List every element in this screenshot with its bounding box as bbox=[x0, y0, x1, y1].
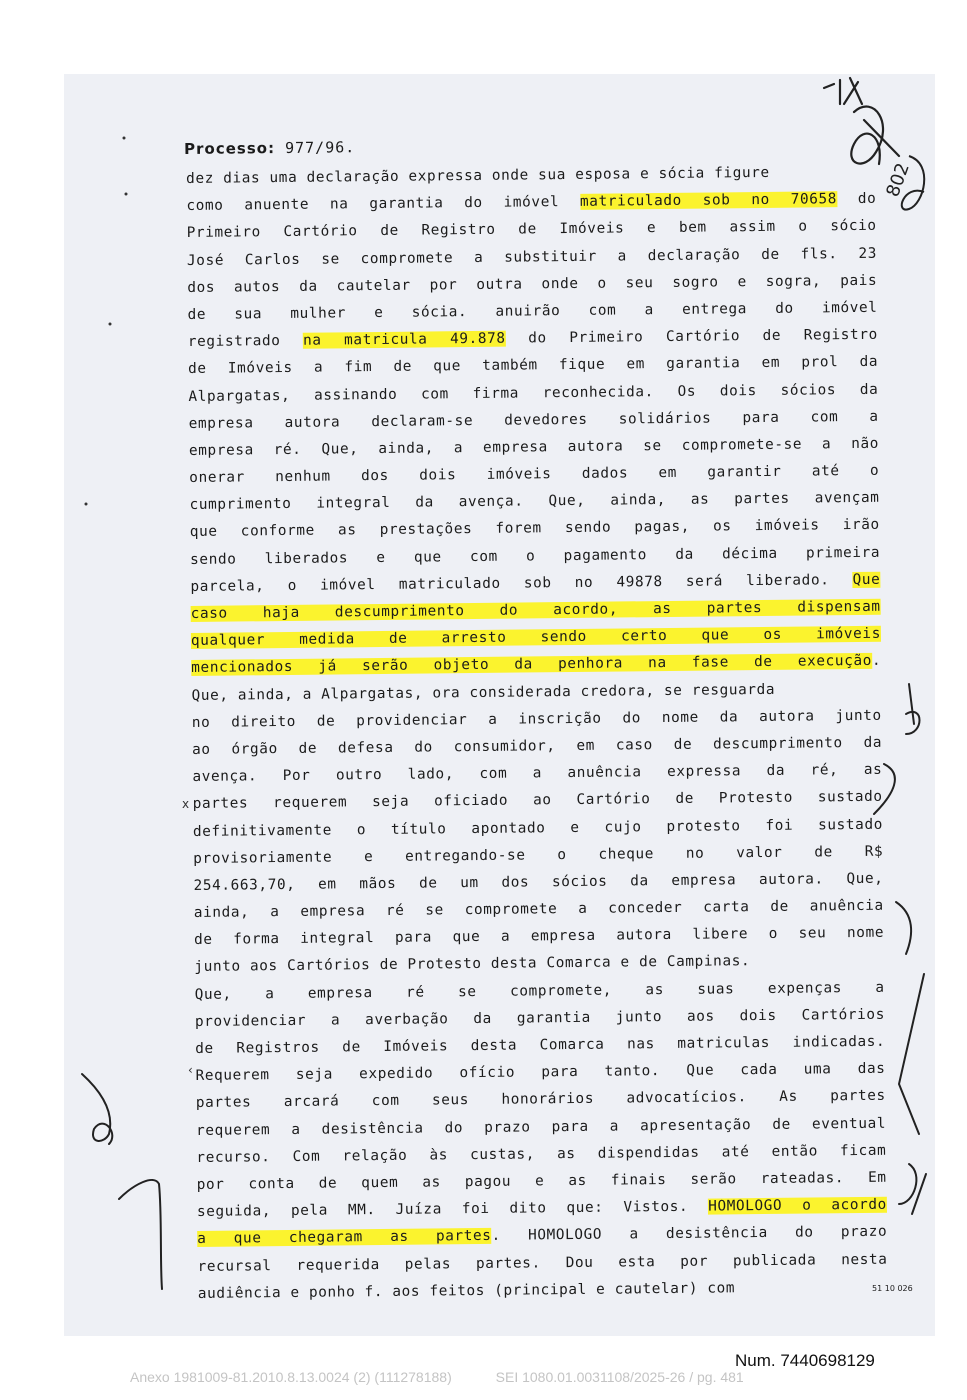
text-segment: requerem a desistência do prazo para a apresentação de eventual bbox=[196, 1115, 887, 1139]
page-footer bbox=[130, 1369, 784, 1385]
text-segment: Que, a empresa ré se compromete, as suas expenças a bbox=[194, 979, 885, 1003]
text-segment: partes requerem seja oficiado ao Cartório de Protesto sustado bbox=[192, 789, 883, 813]
text-segment: de Registros de Imóveis desta Comarca nas matriculas indicadas. bbox=[195, 1033, 886, 1057]
footer-sei: SEI 1080.01.0031108/2025-26 / pg. 481 bbox=[495, 1369, 744, 1385]
process-number: 977/96. bbox=[284, 138, 356, 157]
text-segment: onerar nenhum dos dois imóveis dados em garantir até o bbox=[189, 462, 880, 487]
text-segment: Alpargatas, assinando com firma reconhecida. Os dois sócios da bbox=[188, 381, 879, 405]
text-segment: parcela, o imóvel matriculado sob no 49878 será liberado. bbox=[190, 571, 853, 595]
text-segment: de Imóveis a fim de que também fique em garantia em prol da bbox=[188, 354, 879, 378]
text-segment: do bbox=[836, 190, 877, 208]
text-segment: audiência e ponho f. aos feitos (principal e cautelar) com bbox=[197, 1279, 736, 1302]
text-segment: empresa ré. Que, ainda, a empresa autora se compromete-se a não bbox=[188, 435, 880, 459]
text-segment: seguida, pela MM. Juíza foi dito que: Vistos. bbox=[196, 1198, 709, 1221]
highlighted-text: na matricula 49.878 bbox=[302, 330, 506, 349]
text-segment: definitivamente o título apontado e cujo protesto foi sustado bbox=[192, 816, 884, 840]
text-segment: 254.663,70, em mãos de um dos sócios da empresa autora. Que, bbox=[193, 870, 884, 894]
text-segment: Requerem seja expedido ofício para tanto. Que cada uma das bbox=[195, 1060, 886, 1085]
right-margin-marks bbox=[874, 684, 926, 1214]
svg-text:‹: ‹ bbox=[188, 1063, 193, 1077]
text-segment: empresa autora declaram-se devedores solidários para com a bbox=[188, 408, 879, 432]
text-segment: junto aos Cartórios de Protesto desta Comarca e de Campinas. bbox=[194, 953, 751, 976]
svg-text:x: x bbox=[182, 797, 190, 811]
text-segment: recurso. Com relação às custas, as dispendidas até então ficam bbox=[196, 1142, 887, 1166]
process-label: Processo: bbox=[184, 139, 276, 158]
text-segment: providenciar a averbação da garantia junto aos dois Cartórios bbox=[194, 1006, 886, 1030]
text-segment: por conta de quem as pagou e as finais serão rateadas. Em bbox=[196, 1169, 887, 1193]
text-segment: avença. Por outro lado, com a anuência expressa da ré, as bbox=[192, 761, 883, 786]
text-segment: de sua mulher e sócia. anuirão com a entrega do imóvel bbox=[187, 299, 878, 323]
text-segment: ainda, a empresa ré se compromete a conceder carta de anuência bbox=[193, 897, 884, 922]
top-right-stamp: 802 bbox=[882, 160, 914, 200]
highlighted-text: a que chegaram as partes bbox=[197, 1228, 492, 1248]
highlighted-text: Que bbox=[852, 571, 881, 588]
page-stamp: 51 10 026 bbox=[872, 1284, 913, 1293]
handwritten-marks bbox=[64, 74, 935, 1336]
highlighted-text: qualquer medida de arresto sendo certo que os imóveis bbox=[190, 625, 882, 650]
highlighted-text: matriculado sob no 70658 bbox=[579, 191, 838, 211]
text-segment: partes arcará com seus honorários advocatícios. As partes bbox=[195, 1088, 886, 1112]
highlighted-text: HOMOLOGO o acordo bbox=[708, 1196, 888, 1215]
text-segment: dez dias uma declaração expressa onde sua esposa e sócia figure bbox=[186, 164, 770, 187]
text-segment: registrado bbox=[187, 332, 304, 351]
top-right-initials bbox=[824, 78, 899, 164]
footer-anexo: Anexo 1981009-81.2010.8.13.0024 (2) (111278188) bbox=[130, 1369, 452, 1385]
text-segment: cumprimento integral da avença. Que, ainda, as partes avençam bbox=[189, 490, 880, 514]
scanned-page bbox=[64, 74, 935, 1336]
text-segment: no direito de providenciar a inscrição do nome da autora junto bbox=[191, 707, 882, 731]
text-segment: recursal requerida pelas partes. Dou esta por publicada nesta bbox=[197, 1251, 888, 1275]
text-segment: . HOMOLOGO a desistência do prazo bbox=[491, 1224, 888, 1245]
text-segment: como anuente na garantia do imóvel bbox=[186, 194, 581, 215]
text-segment: José Carlos se compromete a substituir a declaração de fls. 23 bbox=[186, 245, 878, 269]
text-segment: Primeiro Cartório de Registro de Imóveis e bem assim o sócio bbox=[186, 218, 877, 242]
text-segment: dos autos da cautelar por outra onde o seu sogro e sogra, pais bbox=[187, 272, 878, 296]
text-segment: de forma integral para que a empresa autora libere o seu nome bbox=[194, 924, 885, 949]
text-segment: ao órgão de defesa do consumidor, em caso de descumprimento da bbox=[192, 734, 883, 758]
highlighted-text: caso haja descumprimento do acordo, as partes dispensam bbox=[190, 598, 881, 622]
document-number: Num. 7440698129 bbox=[735, 1351, 875, 1370]
text-segment: que conforme as prestações forem sendo pagas, os imóveis irão bbox=[189, 517, 880, 541]
text-segment: do Primeiro Cartório de Registro bbox=[505, 326, 878, 347]
left-margin-marks bbox=[82, 1074, 162, 1289]
text-segment: sendo liberados e que com o pagamento da décima primeira bbox=[190, 544, 881, 568]
text-segment: provisoriamente e entregando-se o cheque no valor de R$ bbox=[193, 843, 884, 867]
text-segment: Que, ainda, a Alpargatas, ora considerada credora, se resguarda bbox=[191, 681, 776, 704]
text-segment: . bbox=[871, 653, 882, 670]
highlighted-text: mencionados já serão objeto da penhora na fase de execução bbox=[191, 653, 873, 677]
